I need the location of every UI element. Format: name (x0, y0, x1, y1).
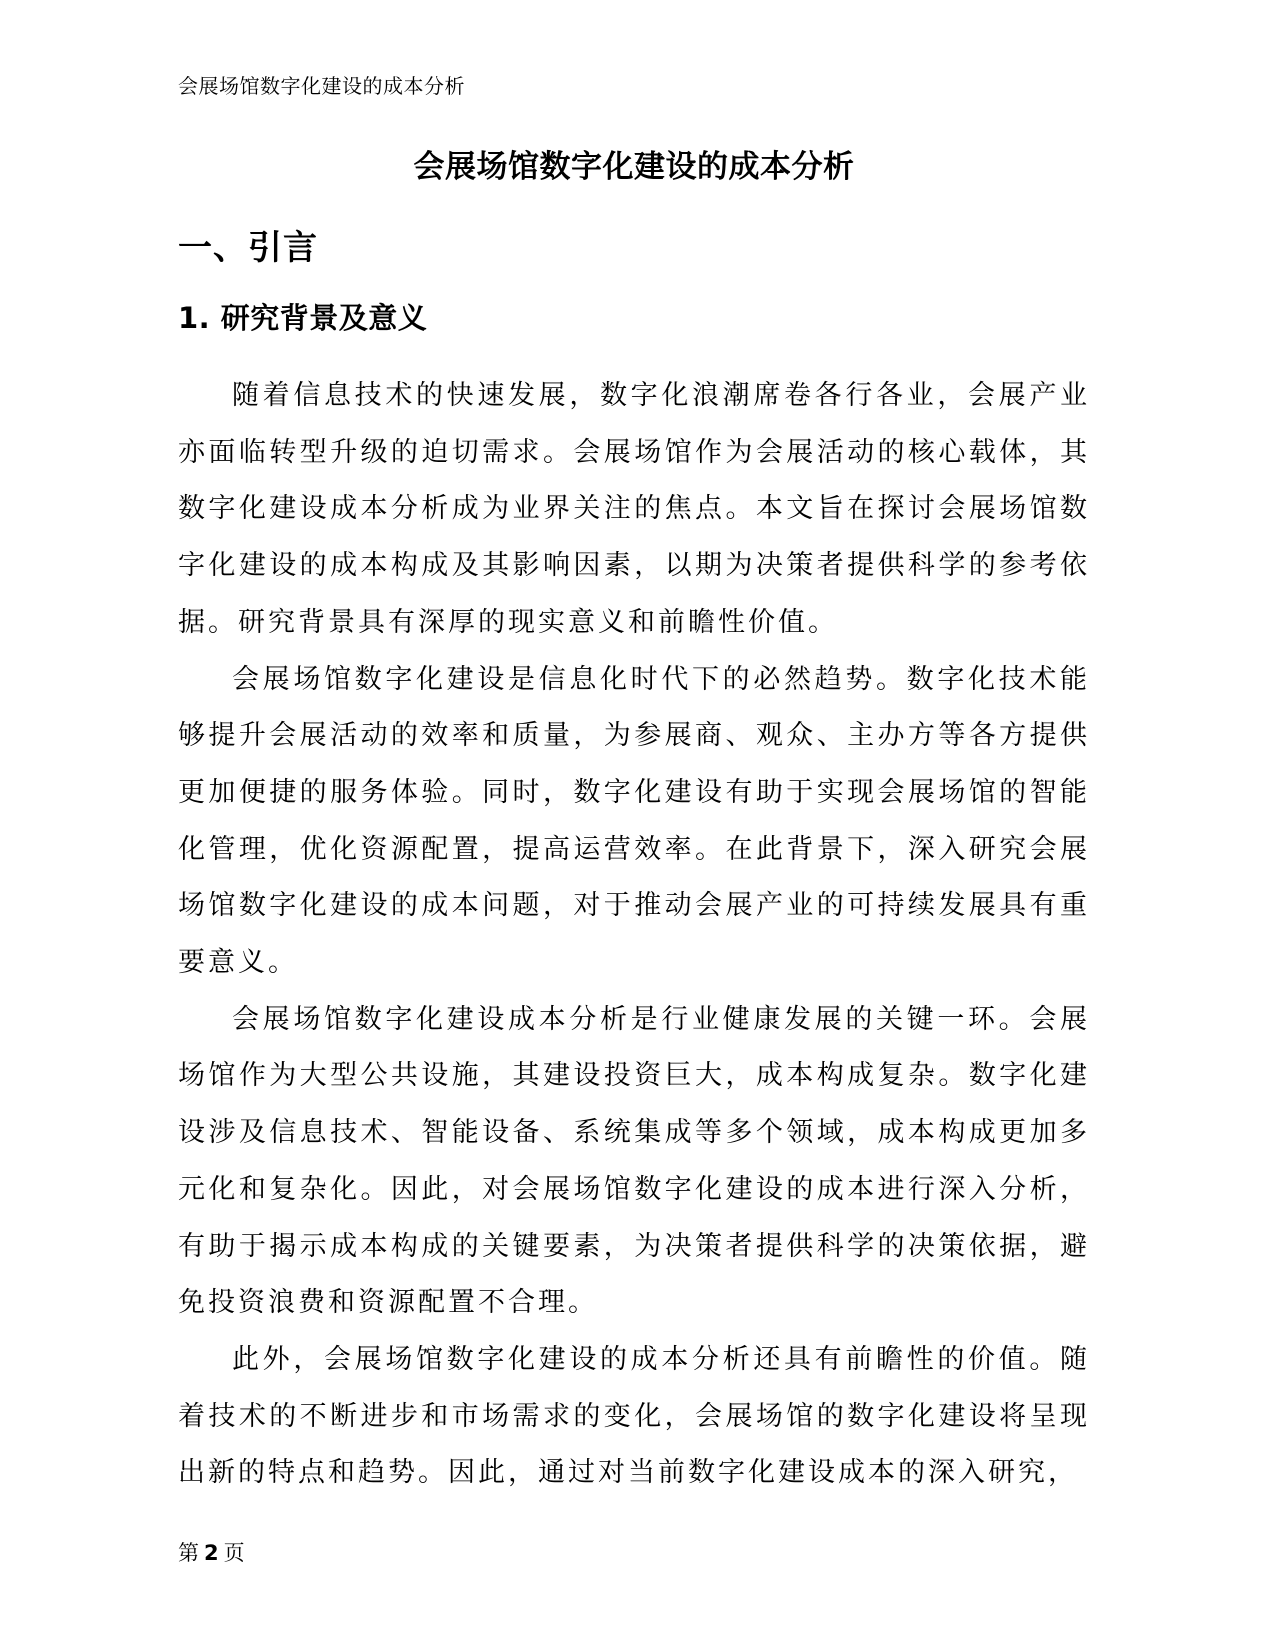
page-footer (178, 1541, 245, 1566)
body-paragraph-4: 此外，会展场馆数字化建设的成本分析还具有前瞻性的价值。随着技术的不断进步和市场需求的变化，会展场馆的数字化建设将呈现出新的特点和趋势。因此，通过对当前数字化建设成本的深入研究， (178, 1343, 1090, 1489)
body-paragraph-2: 会展场馆数字化建设是信息化时代下的必然趋势。数字化技术能够提升会展活动的效率和质量，为参展商、观众、主办方等各方提供更加便捷的服务体验。同时，数字化建设有助于实现会展场馆的智能化管理，优化资源配置，提高运营效率。在此背景下，深入研究会展场馆数字化建设的成本问题，对于推动会展产业的可持续发展具有重要意义。 (178, 663, 1090, 979)
heading-research-background: 1. 研究背景及意义 (178, 301, 428, 335)
page-footer-prefix: 第 (178, 1541, 199, 1565)
body-text-block (178, 368, 1090, 1502)
page-footer-suffix: 页 (223, 1541, 245, 1565)
page-number: 2 (204, 1541, 219, 1565)
running-header: 会展场馆数字化建设的成本分析 (178, 74, 465, 98)
document-title: 会展场馆数字化建设的成本分析 (413, 149, 855, 185)
body-paragraph-3: 会展场馆数字化建设成本分析是行业健康发展的关键一环。会展场馆作为大型公共设施，其建设投资巨大，成本构成复杂。数字化建设涉及信息技术、智能设备、系统集成等多个领域，成本构成更加多元化和复杂化。因此，对会展场馆数字化建设的成本进行深入分析，有助于揭示成本构成的关键要素，为决策者提供科学的决策依据，避免投资浪费和资源配置不合理。 (178, 1003, 1090, 1319)
heading-introduction: 一、引言 (178, 228, 318, 268)
body-paragraph-1: 随着信息技术的快速发展，数字化浪潮席卷各行各业，会展产业亦面临转型升级的迫切需求。会展场馆作为会展活动的核心载体，其数字化建设成本分析成为业界关注的焦点。本文旨在探讨会展场馆数字化建设的成本构成及其影响因素，以期为决策者提供科学的参考依据。研究背景具有深厚的现实意义和前瞻性价值。 (178, 380, 1090, 638)
